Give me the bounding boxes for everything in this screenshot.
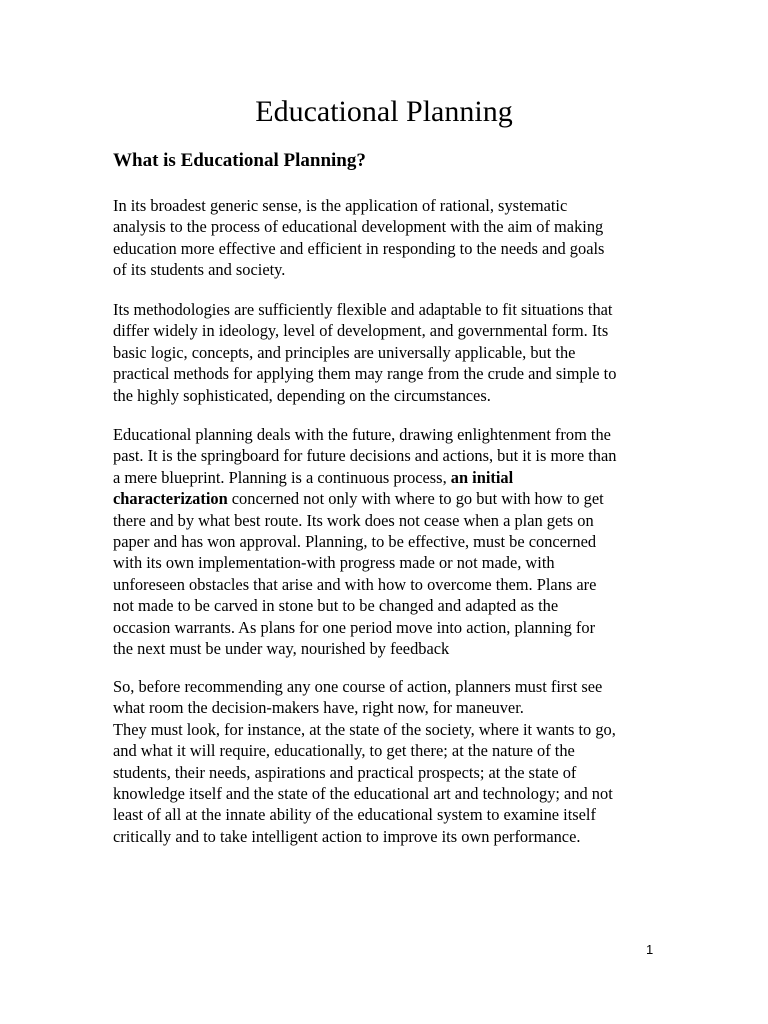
paragraph-line: differ widely in ideology, level of development, and governmental form. Its [113, 321, 609, 341]
paragraph-line: there and by what best route. Its work does not cease when a plan gets on [113, 510, 594, 530]
paragraph-line: So, before recommending any one course of action, planners must first see [113, 677, 603, 696]
paragraph-line: not made to be carved in stone but to be changed and adapted as the [113, 596, 559, 616]
paragraph-recommendations [113, 676, 661, 847]
paragraph-line: paper and has won approval. Planning, to be effective, must be concerned [113, 532, 597, 552]
paragraph-line [113, 488, 661, 509]
paragraph-line: practical methods for applying them may range from the crude and simple to [113, 364, 617, 384]
section-heading: What is Educational Planning? [113, 150, 366, 171]
paragraph-line: basic logic, concepts, and principles are universally applicable, but the [113, 342, 576, 362]
paragraph-line: knowledge itself and the state of the educational art and technology; and not [113, 784, 613, 804]
paragraph-line: They must look, for instance, at the state of the society, where it wants to go, [113, 719, 616, 739]
paragraph-line: least of all at the innate ability of the educational system to examine itself [113, 805, 596, 825]
paragraph-line: past. It is the springboard for future decisions and actions, but it is more than [113, 446, 617, 466]
paragraph-methodologies [113, 299, 661, 406]
paragraph-definition [113, 195, 661, 281]
paragraph-line [113, 467, 661, 488]
paragraph-line: occasion warrants. As plans for one period move into action, planning for [113, 617, 596, 637]
paragraph-future [113, 424, 661, 659]
document-title: Educational Planning [255, 95, 513, 128]
paragraph-text: concerned not only with where to go but with how to get [227, 489, 604, 509]
bold-phrase: characterization [113, 489, 228, 509]
paragraph-line: Its methodologies are sufficiently flexible and adaptable to fit situations that [113, 300, 613, 319]
paragraph-line: unforeseen obstacles that arise and with how to overcome them. Plans are [113, 574, 597, 594]
paragraph-line: Educational planning deals with the future, drawing enlightenment from the [113, 425, 611, 444]
paragraph-line: with its own implementation-with progress made or not made, with [113, 553, 555, 573]
paragraph-line: In its broadest generic sense, is the application of rational, systematic [113, 196, 568, 215]
paragraph-line: the next must be under way, nourished by feedback [113, 639, 450, 659]
paragraph-line: of its students and society. [113, 260, 286, 280]
paragraph-line: education more effective and efficient in responding to the needs and goals [113, 238, 605, 258]
paragraph-line: analysis to the process of educational development with the aim of making [113, 217, 604, 237]
paragraph-line: critically and to take intelligent action to improve its own performance. [113, 826, 581, 846]
paragraph-line: students, their needs, aspirations and practical prospects; at the state of [113, 762, 577, 782]
paragraph-line: what room the decision-makers have, right now, for maneuver. [113, 698, 524, 718]
page-number: 1 [646, 942, 654, 957]
paragraph-text: a mere blueprint. Planning is a continuous process, [113, 467, 451, 487]
bold-phrase: an initial [450, 467, 514, 487]
paragraph-line: the highly sophisticated, depending on the circumstances. [113, 385, 491, 405]
paragraph-line: and what it will require, educationally, to get there; at the nature of the [113, 741, 575, 761]
